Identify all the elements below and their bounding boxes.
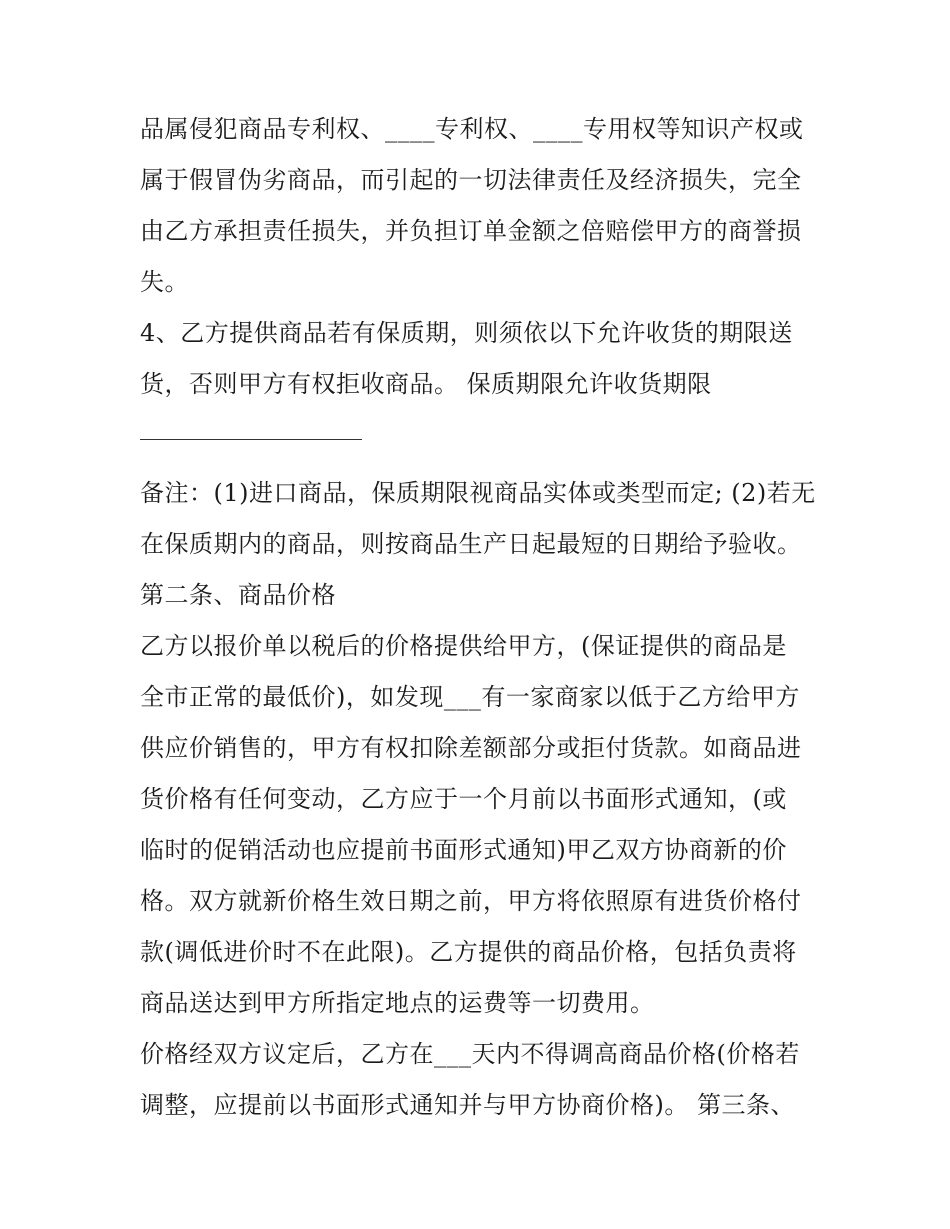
text-line: 临时的促销活动也应提前书面形式通知)甲乙双方协商新的价	[140, 836, 787, 864]
text-line: 属于假冒伪劣商品，而引起的一切法律责任及经济损失，完全	[140, 166, 802, 194]
text-line: 由乙方承担责任损失，并负担订单金额之倍赔偿甲方的商誉损	[140, 217, 802, 245]
text-line: 供应价销售的，甲方有权扣除差额部分或拒付货款。如商品进	[140, 734, 802, 762]
section-heading: 第二条、商品价格	[140, 581, 336, 609]
text-line: 调整，应提前以书面形式通知并与甲方协商价格)。 第三条、	[140, 1091, 795, 1119]
text-line: 乙方以报价单以税后的价格提供给甲方，(保证提供的商品是	[140, 632, 787, 660]
text-line: 失。	[140, 268, 189, 296]
paragraph-block-2	[140, 468, 820, 1131]
text-line: 备注：(1)进口商品，保质期限视商品实体或类型而定; (2)若无	[140, 479, 816, 507]
blank-fill-line	[140, 410, 820, 468]
text-line: 格。双方就新价格生效日期之前，甲方将依照原有进货价格付	[140, 887, 802, 915]
text-line: 在保质期内的商品，则按商品生产日起最短的日期给予验收。	[140, 530, 802, 558]
text-line: 价格经双方议定后，乙方在___天内不得调高商品价格(价格若	[140, 1040, 800, 1068]
text-line: 品属侵犯商品专利权、____专利权、____专用权等知识产权或	[140, 115, 804, 143]
underline-rule	[140, 439, 362, 440]
text-line: 4、乙方提供商品若有保质期，则须依以下允许收货的期限送	[140, 319, 793, 347]
text-line: 货价格有任何变动，乙方应于一个月前以书面形式通知，(或	[140, 785, 787, 813]
document-page	[140, 104, 820, 1131]
text-line: 款(调低进价时不在此限)。乙方提供的商品价格，包括负责将	[140, 938, 797, 966]
text-line: 货，否则甲方有权拒收商品。 保质期限允许收货期限	[140, 370, 712, 398]
text-line: 全市正常的最低价)，如发现___有一家商家以低于乙方给甲方	[140, 683, 800, 711]
text-line: 商品送达到甲方所指定地点的运费等一切费用。	[140, 989, 655, 1017]
paragraph-block-1	[140, 104, 820, 410]
